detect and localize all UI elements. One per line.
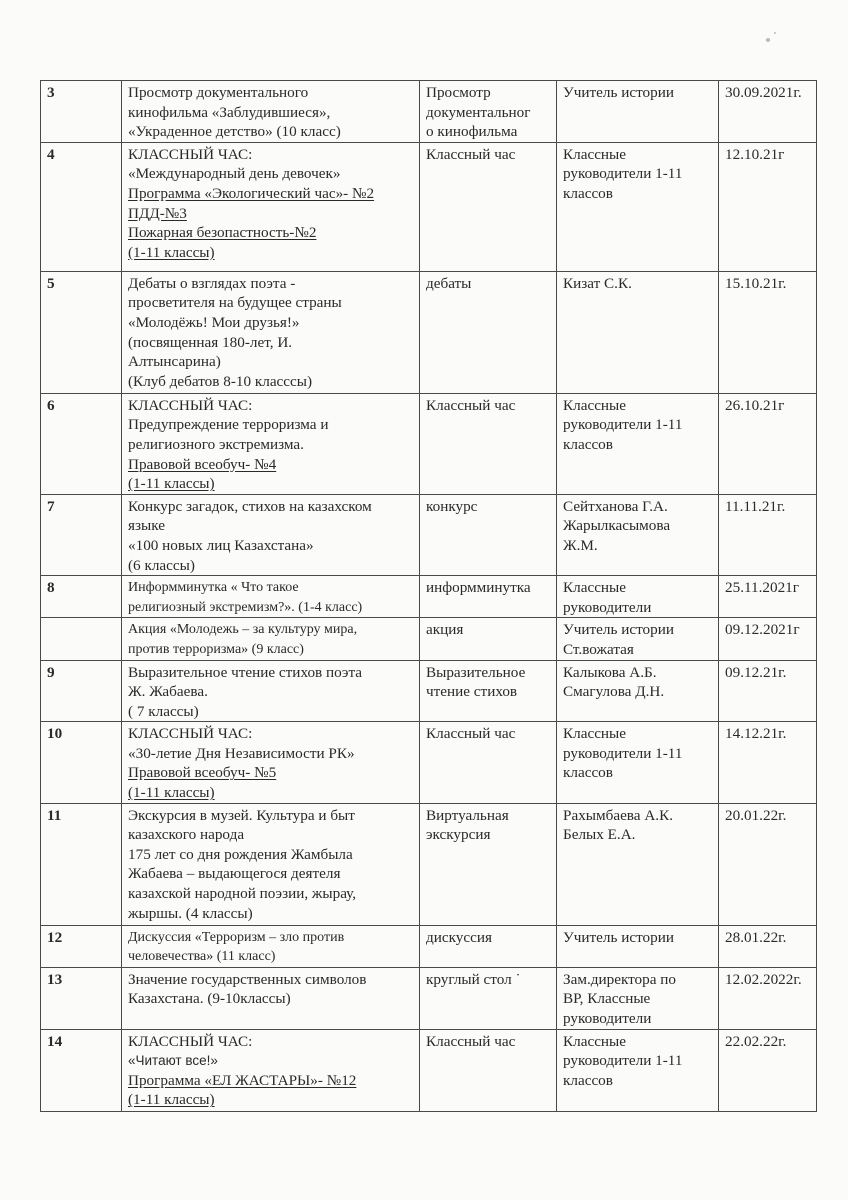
event-cell bbox=[122, 271, 420, 393]
event-line: КЛАССНЫЙ ЧАС: bbox=[128, 396, 253, 414]
event-line: Акция «Молодежь – за культуру мира, bbox=[128, 622, 358, 638]
form-line: документальног bbox=[426, 103, 531, 121]
date-cell: 26.10.21г bbox=[719, 393, 817, 494]
event-line: Конкурс загадок, стихов на казахском bbox=[128, 497, 372, 515]
event-cell bbox=[122, 1029, 420, 1111]
event-line: Пожарная безопастность-№2 bbox=[128, 224, 317, 242]
date-cell: 12.10.21г bbox=[719, 142, 817, 271]
responsible-line: руководители bbox=[563, 1010, 652, 1028]
form-cell bbox=[420, 925, 557, 967]
date-cell: 14.12.21г. bbox=[719, 722, 817, 803]
event-cell bbox=[122, 618, 420, 660]
row-number: 14 bbox=[41, 1029, 122, 1111]
form-cell bbox=[420, 393, 557, 494]
event-line: КЛАССНЫЙ ЧАС: bbox=[128, 725, 253, 743]
responsible-line: классов bbox=[563, 764, 613, 782]
form-line: Классный час bbox=[426, 1032, 516, 1050]
form-line: Виртуальная bbox=[426, 806, 509, 824]
table-row bbox=[41, 1029, 817, 1111]
row-number: 9 bbox=[41, 660, 122, 722]
form-cell bbox=[420, 494, 557, 575]
event-line: против терроризма» (9 класс) bbox=[128, 641, 304, 657]
event-line: Правовой всеобуч- №5 bbox=[128, 764, 277, 782]
responsible-line: Ж.М. bbox=[563, 536, 598, 554]
form-line: Классный час bbox=[426, 725, 516, 743]
date-cell: 11.11.21г. bbox=[719, 494, 817, 575]
date-cell: 15.10.21г. bbox=[719, 271, 817, 393]
event-line: КЛАССНЫЙ ЧАС: bbox=[128, 1032, 253, 1050]
event-line: (Клуб дебатов 8-10 класссы) bbox=[128, 372, 313, 390]
event-line: Значение государственных символов bbox=[128, 970, 367, 988]
responsible-line: классов bbox=[563, 1071, 613, 1089]
event-line: языке bbox=[128, 517, 165, 535]
responsible-line: Калыкова А.Б. bbox=[563, 663, 657, 681]
responsible-line: руководители bbox=[563, 598, 652, 616]
row-number: 10 bbox=[41, 722, 122, 803]
row-number: 3 bbox=[41, 81, 122, 143]
event-line: КЛАССНЫЙ ЧАС: bbox=[128, 145, 253, 163]
event-line: Дебаты о взглядах поэта - bbox=[128, 274, 296, 292]
row-number: 8 bbox=[41, 576, 122, 618]
event-cell bbox=[122, 142, 420, 271]
table-row bbox=[41, 967, 817, 1029]
date-cell: 12.02.2022г. bbox=[719, 967, 817, 1029]
event-line: кинофильма «Заблудившиеся», bbox=[128, 103, 331, 121]
event-line: 175 лет со дня рождения Жамбыла bbox=[128, 845, 353, 863]
event-cell bbox=[122, 393, 420, 494]
table-row bbox=[41, 494, 817, 575]
date-cell: 30.09.2021г. bbox=[719, 81, 817, 143]
table-row bbox=[41, 142, 817, 271]
event-line: казахского народа bbox=[128, 826, 245, 844]
form-line: дискуссия bbox=[426, 928, 492, 946]
event-cell bbox=[122, 81, 420, 143]
event-cell bbox=[122, 494, 420, 575]
table-row bbox=[41, 618, 817, 660]
responsible-line: Классные bbox=[563, 396, 627, 414]
responsible-line: руководители 1-11 bbox=[563, 416, 683, 434]
event-line: человечества» (11 класс) bbox=[128, 949, 276, 965]
event-line: Алтынсарина) bbox=[128, 353, 221, 371]
responsible-line: руководители 1-11 bbox=[563, 744, 683, 762]
event-line: (1-11 классы) bbox=[128, 475, 215, 493]
event-line: жыршы. (4 классы) bbox=[128, 904, 253, 922]
event-line: Предупреждение терроризма и bbox=[128, 416, 329, 434]
event-line: Правовой всеобуч- №4 bbox=[128, 455, 277, 473]
responsible-cell bbox=[557, 81, 719, 143]
event-cell bbox=[122, 803, 420, 925]
form-line: информминутка bbox=[426, 579, 531, 597]
responsible-line: Учитель истории bbox=[563, 621, 674, 639]
event-line: Программа «ЕЛ ЖАСТАРЫ»- №12 bbox=[128, 1071, 357, 1089]
form-cell bbox=[420, 1029, 557, 1111]
row-number bbox=[41, 618, 122, 660]
event-line: «Украденное детство» (10 класс) bbox=[128, 123, 341, 141]
form-cell bbox=[420, 618, 557, 660]
responsible-line: Рахымбаева А.К. bbox=[563, 806, 674, 824]
form-line: о кинофильма bbox=[426, 123, 518, 141]
form-line: Классный час bbox=[426, 396, 516, 414]
responsible-line: Сейтханова Г.А. bbox=[563, 497, 668, 515]
responsible-line: руководители 1-11 bbox=[563, 1052, 683, 1070]
responsible-line: Жарылкасымова bbox=[563, 517, 671, 535]
responsible-line: Классные bbox=[563, 145, 627, 163]
events-plan-body bbox=[41, 81, 817, 1112]
responsible-line: Кизат С.К. bbox=[563, 274, 632, 292]
responsible-line: Ст.вожатая bbox=[563, 640, 634, 658]
responsible-line: Классные bbox=[563, 1032, 627, 1050]
form-line: чтение стихов bbox=[426, 683, 518, 701]
date-cell: 22.02.22г. bbox=[719, 1029, 817, 1111]
event-line: «Международный день девочек» bbox=[128, 165, 341, 183]
form-cell bbox=[420, 271, 557, 393]
form-cell bbox=[420, 576, 557, 618]
event-line: религиозного экстремизма. bbox=[128, 435, 304, 453]
event-line: «30-летие Дня Независимости РК» bbox=[128, 744, 355, 762]
responsible-line: Классные bbox=[563, 579, 627, 597]
responsible-cell bbox=[557, 142, 719, 271]
form-line: акция bbox=[426, 621, 464, 639]
responsible-cell bbox=[557, 393, 719, 494]
responsible-line: руководители 1-11 bbox=[563, 165, 683, 183]
event-cell bbox=[122, 967, 420, 1029]
row-number: 4 bbox=[41, 142, 122, 271]
row-number: 11 bbox=[41, 803, 122, 925]
form-cell bbox=[420, 660, 557, 722]
form-line: Выразительное bbox=[426, 663, 526, 681]
responsible-cell bbox=[557, 271, 719, 393]
event-line: Выразительное чтение стихов поэта bbox=[128, 663, 363, 681]
form-line: Просмотр bbox=[426, 84, 491, 101]
event-cell bbox=[122, 660, 420, 722]
responsible-cell bbox=[557, 660, 719, 722]
event-line: Дискуссия «Терроризм – зло против bbox=[128, 929, 345, 945]
responsible-cell bbox=[557, 618, 719, 660]
event-line: Жабаева – выдающегося деятеля bbox=[128, 865, 341, 883]
responsible-line: Зам.директора по bbox=[563, 970, 677, 988]
event-line: религиозный экстремизм?». (1-4 класс) bbox=[128, 599, 363, 615]
event-line: Программа «Экологический час»- №2 bbox=[128, 184, 375, 202]
form-cell bbox=[420, 722, 557, 803]
table-row bbox=[41, 722, 817, 803]
date-cell: 20.01.22г. bbox=[719, 803, 817, 925]
responsible-cell bbox=[557, 576, 719, 618]
form-line: дебаты bbox=[426, 274, 472, 292]
responsible-line: Белых Е.А. bbox=[563, 826, 636, 844]
event-line: (посвященная 180-лет, И. bbox=[128, 333, 293, 351]
responsible-line: ВР, Классные bbox=[563, 990, 651, 1008]
form-cell bbox=[420, 81, 557, 143]
event-line: «100 новых лиц Казахстана» bbox=[128, 536, 314, 554]
responsible-line: Учитель истории bbox=[563, 928, 674, 946]
responsible-line: Учитель истории bbox=[563, 84, 674, 101]
responsible-cell bbox=[557, 1029, 719, 1111]
table-row bbox=[41, 271, 817, 393]
date-cell: 28.01.22г. bbox=[719, 925, 817, 967]
row-number: 7 bbox=[41, 494, 122, 575]
responsible-line: Смагулова Д.Н. bbox=[563, 683, 665, 701]
event-line: казахской народной поэзии, жырау, bbox=[128, 885, 357, 903]
event-cell bbox=[122, 925, 420, 967]
event-line: Экскурсия в музей. Культура и быт bbox=[128, 806, 355, 824]
event-line: Ж. Жабаева. bbox=[128, 683, 208, 701]
event-cell bbox=[122, 722, 420, 803]
event-line: (1-11 классы) bbox=[128, 1091, 215, 1109]
date-cell: 25.11.2021г bbox=[719, 576, 817, 618]
form-line: круглый стол ˙ bbox=[426, 970, 521, 988]
row-number: 6 bbox=[41, 393, 122, 494]
responsible-cell bbox=[557, 967, 719, 1029]
responsible-cell bbox=[557, 803, 719, 925]
table-row bbox=[41, 393, 817, 494]
responsible-cell bbox=[557, 494, 719, 575]
responsible-line: классов bbox=[563, 184, 613, 202]
table-row bbox=[41, 81, 817, 143]
event-line: (6 классы) bbox=[128, 556, 195, 574]
form-cell bbox=[420, 142, 557, 271]
form-cell bbox=[420, 803, 557, 925]
form-line: конкурс bbox=[426, 497, 478, 515]
event-line: просветителя на будущее страны bbox=[128, 294, 342, 312]
form-cell bbox=[420, 967, 557, 1029]
table-row bbox=[41, 660, 817, 722]
responsible-cell bbox=[557, 925, 719, 967]
event-line: Информминутка « Что такое bbox=[128, 580, 299, 596]
table-row bbox=[41, 576, 817, 618]
event-line: ( 7 классы) bbox=[128, 702, 199, 720]
form-line: Классный час bbox=[426, 145, 516, 163]
table-row bbox=[41, 803, 817, 925]
row-number: 13 bbox=[41, 967, 122, 1029]
events-plan-table bbox=[40, 80, 817, 1112]
date-cell: 09.12.2021г bbox=[719, 618, 817, 660]
event-line: Просмотр документального bbox=[128, 84, 309, 101]
responsible-line: Классные bbox=[563, 725, 627, 743]
event-line: Казахстана. (9-10классы) bbox=[128, 990, 291, 1008]
responsible-line: классов bbox=[563, 435, 613, 453]
event-cell bbox=[122, 576, 420, 618]
event-line: «Читают все!» bbox=[128, 1053, 218, 1069]
date-cell: 09.12.21г. bbox=[719, 660, 817, 722]
responsible-cell bbox=[557, 722, 719, 803]
row-number: 5 bbox=[41, 271, 122, 393]
row-number: 12 bbox=[41, 925, 122, 967]
event-line: (1-11 классы) bbox=[128, 784, 215, 802]
event-line: «Молодёжь! Мои друзья!» bbox=[128, 313, 300, 331]
table-row bbox=[41, 925, 817, 967]
event-line: (1-11 классы) bbox=[128, 243, 215, 261]
scan-speck bbox=[774, 32, 776, 34]
scan-speck bbox=[766, 38, 770, 42]
event-line: ПДД-№3 bbox=[128, 204, 187, 222]
form-line: экскурсия bbox=[426, 826, 491, 844]
